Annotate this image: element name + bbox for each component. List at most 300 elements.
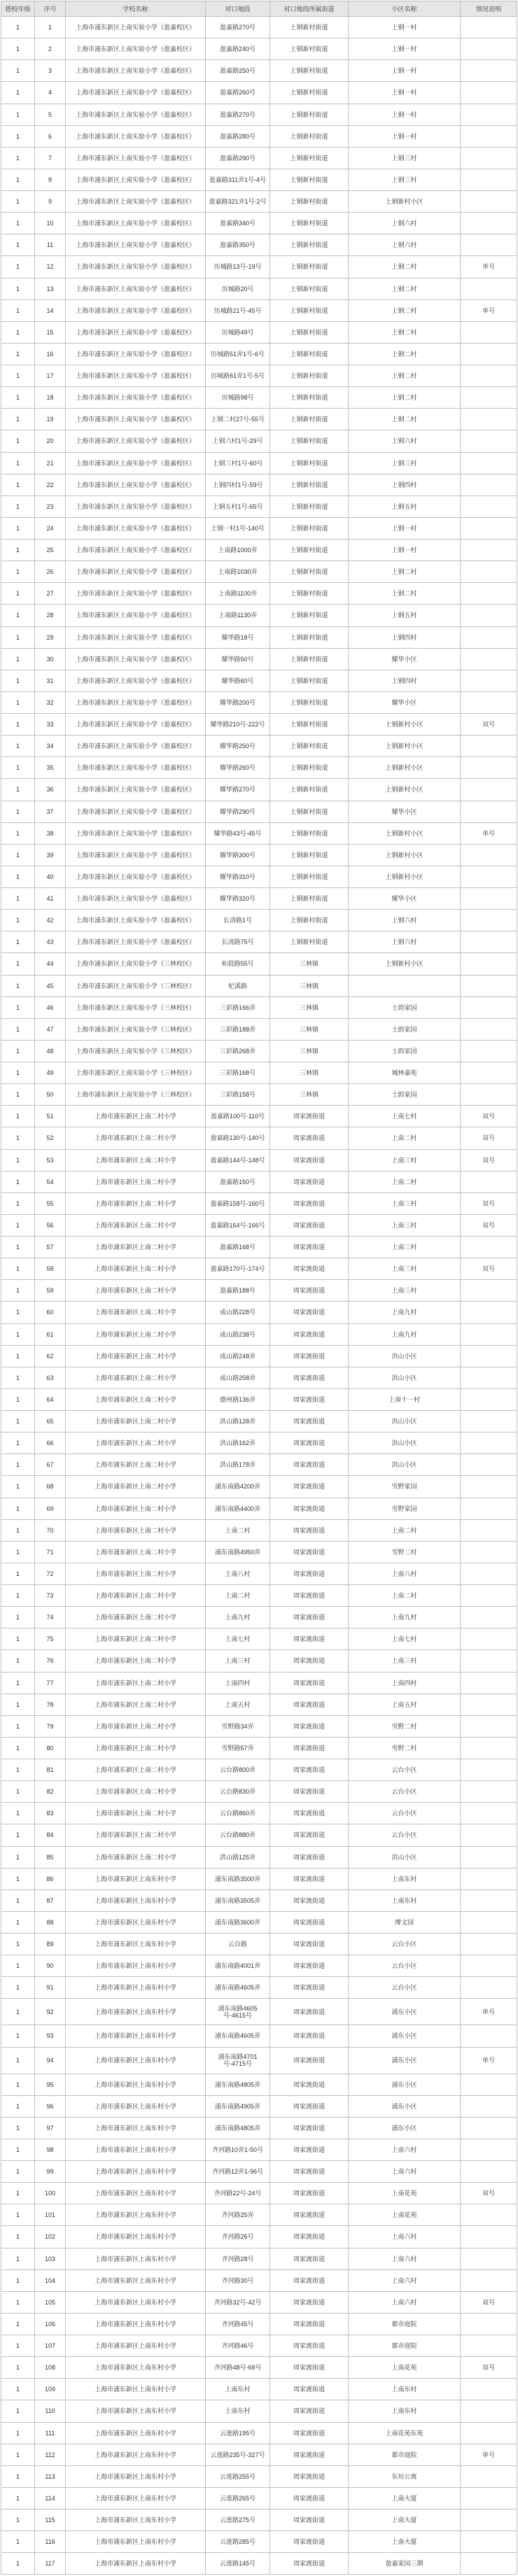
cell-grade: 1: [1, 409, 35, 430]
cell-street: 周家渡街道: [270, 1715, 349, 1737]
cell-address: 耀华路43号-45号: [206, 822, 270, 844]
cell-index: 44: [35, 953, 66, 975]
cell-street: 周家渡街道: [270, 1302, 349, 1323]
cell-address: 上南七村: [206, 1628, 270, 1650]
cell-grade: 1: [1, 1541, 35, 1563]
cell-street: 上钢新村街道: [270, 910, 349, 931]
cell-note: [461, 191, 517, 213]
cell-community: 上南东村: [349, 1868, 461, 1889]
cell-note: 双号: [461, 1258, 517, 1280]
cell-address: 上南东村: [206, 2379, 270, 2400]
cell-community: 上钢三村: [349, 169, 461, 190]
cell-grade: 1: [1, 1367, 35, 1388]
cell-street: 上钢新村街道: [270, 714, 349, 736]
cell-address: 上南四村: [206, 1672, 270, 1694]
cell-note: [461, 278, 517, 300]
cell-school: 上海市浦东新区上南实验小学（盈嘉校区）: [66, 844, 206, 866]
cell-grade: 1: [1, 648, 35, 670]
cell-street: 周家渡街道: [270, 2183, 349, 2204]
cell-grade: 1: [1, 1737, 35, 1759]
cell-school: 上海市浦东新区上南实验小学（盈嘉校区）: [66, 866, 206, 887]
cell-note: [461, 2161, 517, 2183]
cell-index: 107: [35, 2335, 66, 2357]
cell-index: 34: [35, 736, 66, 757]
cell-school: 上海市浦东新区上南实验小学（盈嘉校区）: [66, 801, 206, 822]
cell-index: 50: [35, 1084, 66, 1106]
cell-address: 盈嘉路270号: [206, 104, 270, 125]
cell-street: 周家渡街道: [270, 1911, 349, 1933]
cell-school: 上海市浦东新区上南东村小学: [66, 2335, 206, 2357]
table-row: [1, 2357, 517, 2379]
cell-address: 齐河路28号: [206, 2248, 270, 2269]
cell-street: 上钢新村街道: [270, 540, 349, 561]
cell-index: 36: [35, 779, 66, 801]
cell-index: 66: [35, 1433, 66, 1454]
cell-grade: 1: [1, 2379, 35, 2400]
cell-community: 盈嘉家园三期: [349, 2553, 461, 2575]
cell-address: 齐河路45号: [206, 2313, 270, 2335]
cell-index: 77: [35, 1672, 66, 1694]
cell-school: 上海市浦东新区上南实验小学（三林校区）: [66, 1084, 206, 1106]
cell-community: 上钢二村: [349, 583, 461, 605]
cell-address: 齐河路22号-24号: [206, 2183, 270, 2204]
cell-note: [461, 1280, 517, 1302]
cell-address: 耀华路18号: [206, 626, 270, 648]
cell-street: 周家渡街道: [270, 1476, 349, 1498]
table-row: [1, 2095, 517, 2117]
table-row: [1, 321, 517, 343]
cell-grade: 1: [1, 2269, 35, 2291]
cell-street: 上钢新村街道: [270, 169, 349, 190]
table-row: [1, 1018, 517, 1040]
cell-school: 上海市浦东新区上南二村小学: [66, 1672, 206, 1694]
cell-note: [461, 1519, 517, 1541]
cell-grade: 1: [1, 888, 35, 910]
cell-grade: 1: [1, 1889, 35, 1911]
cell-community: 上南东村: [349, 2400, 461, 2422]
cell-note: [461, 931, 517, 953]
cell-address: 上南路1100弄: [206, 583, 270, 605]
cell-street: 周家渡街道: [270, 2444, 349, 2465]
table-row: [1, 1302, 517, 1323]
cell-address: 齐河路12弄1-96号: [206, 2161, 270, 2183]
cell-school: 上海市浦东新区上南二村小学: [66, 1237, 206, 1258]
cell-note: [461, 1388, 517, 1410]
cell-note: [461, 1237, 517, 1258]
cell-school: 上海市浦东新区上南二村小学: [66, 1171, 206, 1192]
cell-school: 上海市浦东新区上南实验小学（盈嘉校区）: [66, 648, 206, 670]
table-row: [1, 583, 517, 605]
cell-index: 26: [35, 561, 66, 583]
table-row: [1, 1715, 517, 1737]
cell-note: 双号: [461, 1214, 517, 1236]
table-row: [1, 2161, 517, 2183]
cell-community: 东坊公寓: [349, 2465, 461, 2487]
cell-street: 上钢新村街道: [270, 888, 349, 910]
cell-school: 上海市浦东新区上南实验小学（盈嘉校区）: [66, 691, 206, 713]
cell-address: 齐河路46号: [206, 2335, 270, 2357]
cell-community: 洪山小区: [349, 1846, 461, 1868]
cell-grade: 1: [1, 1106, 35, 1127]
cell-street: 周家渡街道: [270, 1672, 349, 1694]
cell-address: 德州路136弄: [206, 1388, 270, 1410]
cell-note: [461, 1824, 517, 1846]
cell-school: 上海市浦东新区上南二村小学: [66, 1302, 206, 1323]
cell-grade: 1: [1, 2335, 35, 2357]
table-row: [1, 256, 517, 278]
table-row: [1, 1476, 517, 1498]
cell-community: 上钢六村: [349, 234, 461, 256]
cell-index: 68: [35, 1476, 66, 1498]
cell-note: [461, 2095, 517, 2117]
cell-index: 65: [35, 1411, 66, 1433]
cell-index: 37: [35, 801, 66, 822]
table-row: [1, 1411, 517, 1433]
cell-index: 53: [35, 1149, 66, 1171]
cell-street: 上钢新村街道: [270, 147, 349, 169]
cell-index: 102: [35, 2226, 66, 2248]
cell-school: 上海市浦东新区上南实验小学（盈嘉校区）: [66, 714, 206, 736]
cell-grade: 1: [1, 736, 35, 757]
cell-note: [461, 997, 517, 1018]
cell-index: 38: [35, 822, 66, 844]
cell-street: 周家渡街道: [270, 1607, 349, 1628]
cell-index: 79: [35, 1715, 66, 1737]
cell-community: 上南六村: [349, 2161, 461, 2183]
cell-school: 上海市浦东新区上南实验小学（盈嘉校区）: [66, 779, 206, 801]
cell-grade: 1: [1, 1192, 35, 1214]
table-row: [1, 2553, 517, 2575]
cell-address: 盈嘉路170号-174号: [206, 1258, 270, 1280]
cell-street: 周家渡街道: [270, 1955, 349, 1977]
cell-street: 三林镇: [270, 1062, 349, 1084]
cell-community: 上钢三村: [349, 147, 461, 169]
cell-community: 上钢新村小区: [349, 844, 461, 866]
cell-community: 耀华小区: [349, 888, 461, 910]
cell-index: 46: [35, 997, 66, 1018]
cell-grade: 1: [1, 953, 35, 975]
cell-address: 浦东南路3600弄: [206, 1911, 270, 1933]
cell-community: 上南三村: [349, 1258, 461, 1280]
cell-note: [461, 169, 517, 190]
table-row: [1, 125, 517, 147]
cell-street: 上钢新村街道: [270, 387, 349, 409]
cell-note: [461, 801, 517, 822]
cell-note: [461, 2422, 517, 2444]
cell-school: 上海市浦东新区上南实验小学（盈嘉校区）: [66, 17, 206, 38]
cell-community: 上南大厦: [349, 2487, 461, 2509]
cell-note: 双号: [461, 1149, 517, 1171]
cell-grade: 1: [1, 82, 35, 104]
cell-note: [461, 1737, 517, 1759]
cell-school: 上海市浦东新区上南东村小学: [66, 2161, 206, 2183]
cell-street: 三林镇: [270, 1084, 349, 1106]
cell-school: 上海市浦东新区上南实验小学（盈嘉校区）: [66, 365, 206, 387]
cell-street: 上钢新村街道: [270, 191, 349, 213]
cell-note: [461, 1803, 517, 1824]
cell-index: 97: [35, 2117, 66, 2139]
cell-community: 上南三村: [349, 1192, 461, 1214]
cell-index: 12: [35, 256, 66, 278]
table-row: [1, 2226, 517, 2248]
cell-community: 上南大厦: [349, 2510, 461, 2531]
cell-community: 上钢新村小区: [349, 822, 461, 844]
cell-street: 三林镇: [270, 975, 349, 997]
cell-grade: 1: [1, 452, 35, 474]
cell-community: 云台小区: [349, 1803, 461, 1824]
cell-school: 上海市浦东新区上南二村小学: [66, 1345, 206, 1367]
cell-street: 上钢新村街道: [270, 300, 349, 321]
cell-index: 25: [35, 540, 66, 561]
cell-community: 上钢二村: [349, 300, 461, 321]
cell-index: 67: [35, 1454, 66, 1476]
cell-community: 上南花苑东苑: [349, 2422, 461, 2444]
cell-index: 100: [35, 2183, 66, 2204]
cell-grade: 1: [1, 60, 35, 82]
cell-note: [461, 540, 517, 561]
table-row: [1, 1192, 517, 1214]
cell-address: 上钢六村1号-29号: [206, 430, 270, 452]
cell-grade: 1: [1, 866, 35, 887]
cell-address: 盈嘉路100号-110号: [206, 1106, 270, 1127]
cell-note: [461, 1977, 517, 1999]
table-row: [1, 1868, 517, 1889]
cell-index: 31: [35, 670, 66, 691]
cell-school: 上海市浦东新区上南实验小学（盈嘉校区）: [66, 409, 206, 430]
cell-street: 上钢新村街道: [270, 779, 349, 801]
cell-index: 112: [35, 2444, 66, 2465]
cell-community: 上南二村: [349, 1171, 461, 1192]
cell-community: 上钢二村: [349, 278, 461, 300]
cell-grade: 1: [1, 1476, 35, 1498]
cell-street: 周家渡街道: [270, 2025, 349, 2047]
cell-address: 盈嘉路240号: [206, 38, 270, 60]
cell-index: 18: [35, 387, 66, 409]
cell-community: 上钢二村: [349, 343, 461, 365]
cell-community: 上南六村: [349, 2226, 461, 2248]
cell-school: 上海市浦东新区上南二村小学: [66, 1628, 206, 1650]
cell-address: 盈嘉路260号: [206, 82, 270, 104]
cell-address: 盈嘉路168号: [206, 1237, 270, 1258]
table-row: [1, 2487, 517, 2509]
cell-address: 洪山路128弄: [206, 1411, 270, 1433]
cell-school: 上海市浦东新区上南东村小学: [66, 1911, 206, 1933]
cell-street: 周家渡街道: [270, 2357, 349, 2379]
cell-note: 双号: [461, 2183, 517, 2204]
cell-school: 上海市浦东新区上南实验小学（盈嘉校区）: [66, 213, 206, 234]
cell-community: 士韵家园: [349, 1084, 461, 1106]
cell-index: 94: [35, 2047, 66, 2074]
cell-address: 洪山路162弄: [206, 1433, 270, 1454]
cell-school: 上海市浦东新区上南二村小学: [66, 1411, 206, 1433]
cell-index: 30: [35, 648, 66, 670]
cell-address: 雪野路57弄: [206, 1737, 270, 1759]
cell-note: [461, 1911, 517, 1933]
cell-note: [461, 17, 517, 38]
cell-grade: 1: [1, 321, 35, 343]
cell-address: 上钢一村1号-140号: [206, 517, 270, 539]
cell-note: [461, 583, 517, 605]
table-row: [1, 300, 517, 321]
cell-note: [461, 474, 517, 495]
cell-index: 7: [35, 147, 66, 169]
cell-grade: 1: [1, 2248, 35, 2269]
cell-grade: 1: [1, 1803, 35, 1824]
table-row: [1, 2025, 517, 2047]
cell-community: 上钢一村: [349, 517, 461, 539]
cell-address: 云台路800弄: [206, 1759, 270, 1781]
cell-street: 周家渡街道: [270, 1694, 349, 1715]
table-row: [1, 1672, 517, 1694]
cell-school: 上海市浦东新区上南东村小学: [66, 2204, 206, 2226]
cell-school: 上海市浦东新区上南实验小学（盈嘉校区）: [66, 169, 206, 190]
cell-street: 周家渡街道: [270, 2139, 349, 2160]
cell-address: 浦东南路3500弄: [206, 1868, 270, 1889]
cell-grade: 1: [1, 365, 35, 387]
cell-grade: 1: [1, 343, 35, 365]
cell-grade: 1: [1, 1694, 35, 1715]
table-row: [1, 495, 517, 517]
cell-grade: 1: [1, 1084, 35, 1106]
cell-index: 24: [35, 517, 66, 539]
cell-note: [461, 125, 517, 147]
cell-index: 117: [35, 2553, 66, 2575]
table-row: [1, 1040, 517, 1062]
cell-grade: 1: [1, 1323, 35, 1345]
cell-note: [461, 1302, 517, 1323]
cell-index: 64: [35, 1388, 66, 1410]
cell-community: 上钢三村: [349, 452, 461, 474]
cell-note: [461, 779, 517, 801]
cell-index: 20: [35, 430, 66, 452]
cell-street: 周家渡街道: [270, 2291, 349, 2313]
table-row: [1, 452, 517, 474]
cell-index: 15: [35, 321, 66, 343]
cell-index: 6: [35, 125, 66, 147]
table-row: [1, 387, 517, 409]
cell-community: 上钢新村小区: [349, 736, 461, 757]
table-row: [1, 2313, 517, 2335]
cell-grade: 1: [1, 517, 35, 539]
cell-note: [461, 2531, 517, 2553]
cell-street: 三林镇: [270, 1018, 349, 1040]
cell-community: 上南二村: [349, 1127, 461, 1149]
cell-school: 上海市浦东新区上南实验小学（三林校区）: [66, 1062, 206, 1084]
cell-school: 上海市浦东新区上南东村小学: [66, 2487, 206, 2509]
cell-school: 上海市浦东新区上南实验小学（盈嘉校区）: [66, 387, 206, 409]
cell-address: 成山路238号: [206, 1323, 270, 1345]
cell-note: [461, 1889, 517, 1911]
cell-community: 上钢一村: [349, 60, 461, 82]
cell-note: [461, 561, 517, 583]
table-row: [1, 2248, 517, 2269]
cell-community: 上钢新村小区: [349, 714, 461, 736]
cell-address: 齐河路32号-42号: [206, 2291, 270, 2313]
cell-community: 上南三村: [349, 1280, 461, 1302]
cell-street: 上钢新村街道: [270, 801, 349, 822]
cell-community: 上钢四村: [349, 474, 461, 495]
table-row: [1, 540, 517, 561]
cell-community: 浦东小区: [349, 2095, 461, 2117]
cell-address: 云莲路145号: [206, 2553, 270, 2575]
cell-index: 116: [35, 2531, 66, 2553]
cell-address: 和晨路55号: [206, 953, 270, 975]
cell-note: 单号: [461, 256, 517, 278]
cell-street: 上钢新村街道: [270, 256, 349, 278]
cell-address: 耀华路200号: [206, 691, 270, 713]
cell-note: [461, 2025, 517, 2047]
cell-note: [461, 953, 517, 975]
cell-community: 上南五村: [349, 1694, 461, 1715]
table-row: [1, 169, 517, 190]
cell-school: 上海市浦东新区上南东村小学: [66, 2444, 206, 2465]
cell-community: 都市庭院: [349, 2335, 461, 2357]
cell-community: 上钢二村: [349, 387, 461, 409]
cell-note: [461, 1563, 517, 1584]
cell-community: 上钢新村小区: [349, 191, 461, 213]
cell-address: 上钢二村27号-55号: [206, 409, 270, 430]
cell-street: 周家渡街道: [270, 1889, 349, 1911]
table-row: [1, 2531, 517, 2553]
cell-street: 周家渡街道: [270, 2074, 349, 2095]
cell-community: 浦东小区: [349, 2117, 461, 2139]
cell-note: [461, 2465, 517, 2487]
cell-grade: 1: [1, 1214, 35, 1236]
table-row: [1, 2269, 517, 2291]
cell-street: 上钢新村街道: [270, 648, 349, 670]
cell-note: [461, 2139, 517, 2160]
cell-street: 周家渡街道: [270, 1585, 349, 1607]
cell-street: 周家渡街道: [270, 1454, 349, 1476]
cell-grade: 1: [1, 757, 35, 779]
table-row: [1, 1345, 517, 1367]
cell-school: 上海市浦东新区上南实验小学（盈嘉校区）: [66, 583, 206, 605]
cell-index: 1: [35, 17, 66, 38]
cell-grade: 1: [1, 1868, 35, 1889]
cell-grade: 1: [1, 38, 35, 60]
cell-address: 三彩路168号: [206, 1062, 270, 1084]
cell-street: 上钢新村街道: [270, 822, 349, 844]
header-row: [1, 1, 517, 17]
cell-community: 上南大厦: [349, 2531, 461, 2553]
cell-note: [461, 234, 517, 256]
cell-index: 72: [35, 1563, 66, 1584]
table-row: [1, 1541, 517, 1563]
cell-grade: 1: [1, 1018, 35, 1040]
cell-grade: 1: [1, 2226, 35, 2248]
cell-note: [461, 910, 517, 931]
cell-note: [461, 2400, 517, 2422]
cell-grade: 1: [1, 1824, 35, 1846]
cell-grade: 1: [1, 2291, 35, 2313]
cell-community: 上南八村: [349, 1563, 461, 1584]
cell-community: 都市庭院: [349, 2313, 461, 2335]
cell-school: 上海市浦东新区上南实验小学（盈嘉校区）: [66, 300, 206, 321]
cell-note: [461, 104, 517, 125]
table-row: [1, 714, 517, 736]
cell-note: [461, 691, 517, 713]
cell-community: 上钢五村: [349, 605, 461, 626]
table-row: [1, 1258, 517, 1280]
table-row: [1, 670, 517, 691]
cell-grade: 1: [1, 430, 35, 452]
cell-index: 98: [35, 2139, 66, 2160]
cell-community: 上钢一村: [349, 82, 461, 104]
cell-index: 4: [35, 82, 66, 104]
cell-school: 上海市浦东新区上南二村小学: [66, 1715, 206, 1737]
table-row: [1, 278, 517, 300]
cell-note: 单号: [461, 1999, 517, 2025]
